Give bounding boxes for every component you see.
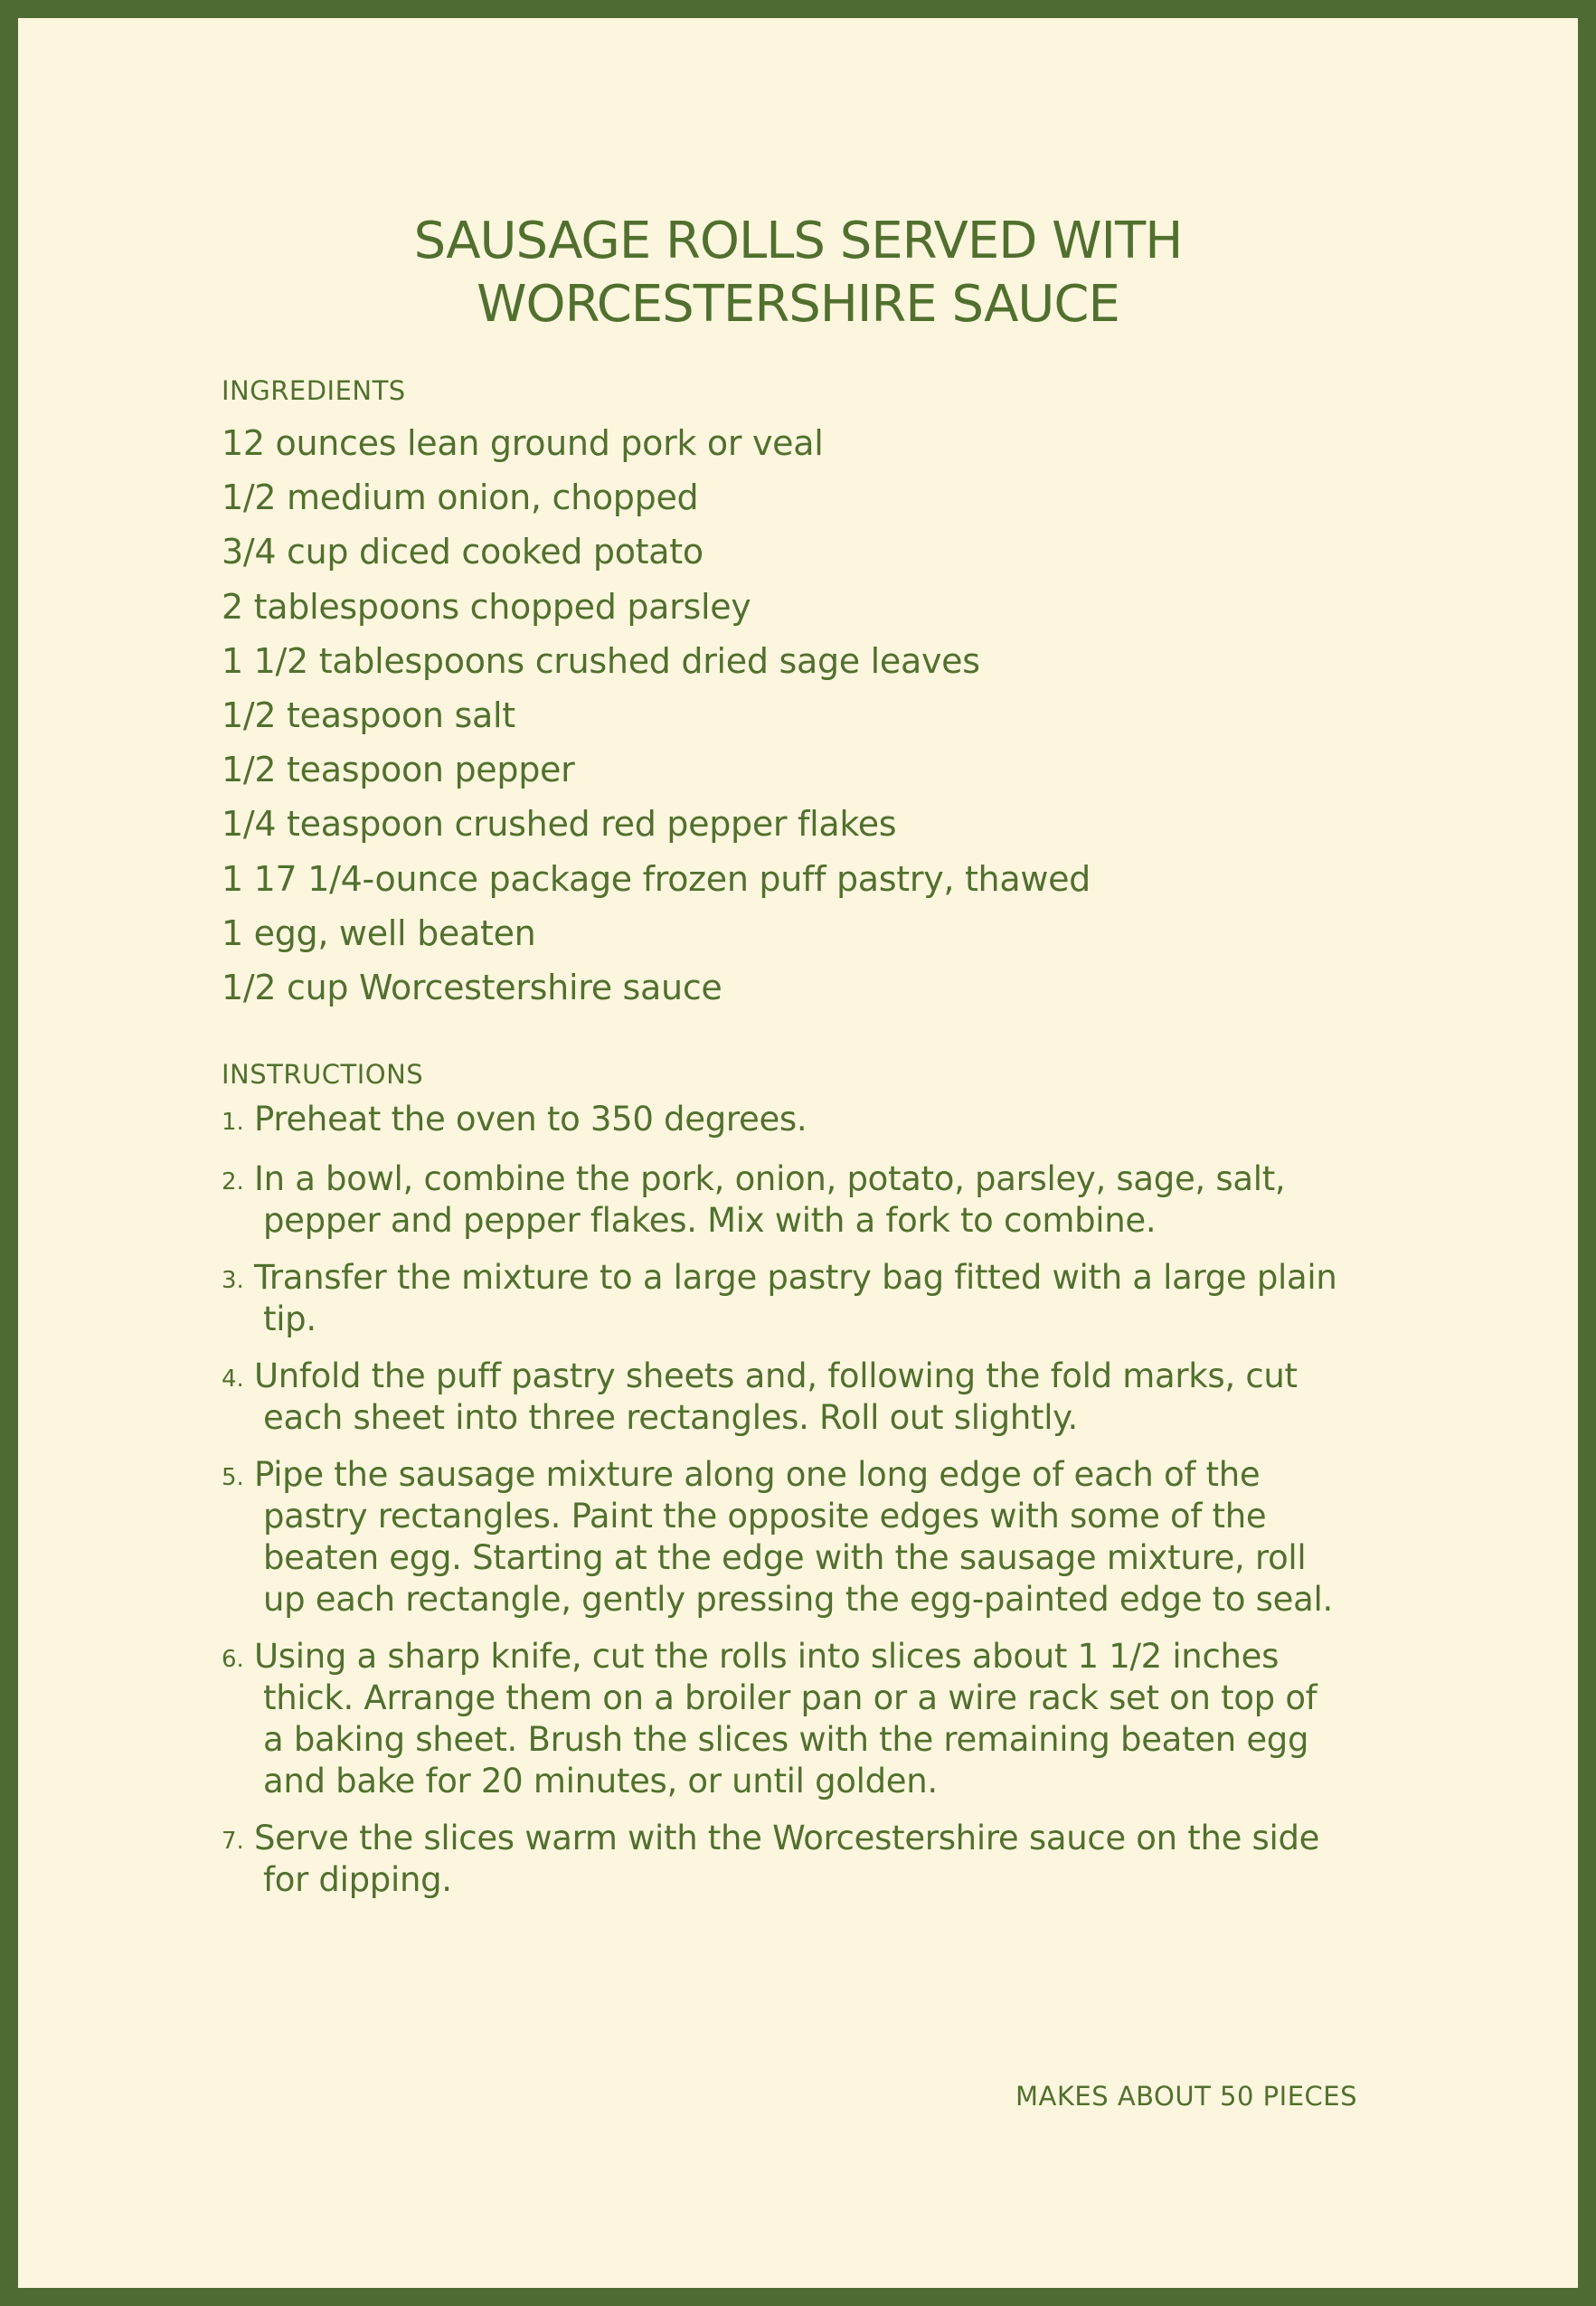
step-text xyxy=(254,1158,1285,1242)
step-text-line: and bake for 20 minutes, or until golden. xyxy=(263,1762,938,1800)
step-text-line: Using a sharp knife, cut the rolls into slices about 1 1/2 inches xyxy=(254,1637,1280,1676)
step-text xyxy=(254,1454,1333,1621)
step-number: 7. xyxy=(222,1828,244,1855)
step-text-line: up each rectangle, gently pressing the egg-painted edge to seal. xyxy=(263,1580,1333,1619)
step-text-line: each sheet into three rectangles. Roll out slightly. xyxy=(263,1398,1078,1437)
ingredient-item: 1/2 teaspoon pepper xyxy=(222,750,575,790)
instruction-step xyxy=(222,1454,1397,1621)
step-text-line: for dipping. xyxy=(263,1860,452,1899)
step-number: 4. xyxy=(222,1366,244,1393)
instruction-step xyxy=(222,1158,1397,1242)
step-text-line: thick. Arrange them on a broiler pan or a wire rack set on top of xyxy=(263,1678,1317,1717)
recipe-title-line-1: SAUSAGE ROLLS SERVED WITH xyxy=(413,212,1183,270)
instruction-step xyxy=(222,1099,1397,1143)
ingredient-item: 1 egg, well beaten xyxy=(222,912,536,953)
ingredient-item: 3/4 cup diced cooked potato xyxy=(222,532,704,572)
step-number: 5. xyxy=(222,1464,244,1491)
step-number: 3. xyxy=(222,1267,244,1294)
step-text-line: Unfold the puff pastry sheets and, following the fold marks, cut xyxy=(254,1356,1298,1395)
step-text-line: pepper and pepper flakes. Mix with a fork to combine. xyxy=(263,1201,1157,1240)
recipe-card xyxy=(18,18,1578,2288)
step-text-line: Pipe the sausage mixture along one long edge of each of the xyxy=(254,1455,1261,1494)
instructions-list xyxy=(222,1099,1397,1916)
step-text-line: Preheat the oven to 350 degrees. xyxy=(254,1100,807,1139)
instruction-step xyxy=(222,1818,1397,1901)
recipe-title-line-2: WORCESTERSHIRE SAUCE xyxy=(477,275,1119,334)
ingredient-item: 1 17 1/4-ounce package frozen puff pastry, thawed xyxy=(222,858,1091,899)
ingredient-item: 12 ounces lean ground pork or veal xyxy=(222,423,824,463)
ingredient-item: 2 tablespoons chopped parsley xyxy=(222,586,751,627)
ingredient-item: 1/2 medium onion, chopped xyxy=(222,477,699,518)
ingredients-list xyxy=(222,416,1091,1015)
ingredient-item: 1/2 cup Worcestershire sauce xyxy=(222,968,722,1008)
instruction-step xyxy=(222,1257,1397,1340)
ingredients-heading: INGREDIENTS xyxy=(222,375,406,406)
step-text-line: Serve the slices warm with the Worcestershire sauce on the side xyxy=(254,1819,1320,1857)
step-number: 6. xyxy=(222,1646,244,1673)
step-text-line: tip. xyxy=(263,1299,316,1338)
step-number: 2. xyxy=(222,1168,244,1196)
step-number: 1. xyxy=(222,1109,244,1136)
step-text-line: beaten egg. Starting at the edge with the sausage mixture, roll xyxy=(263,1538,1307,1577)
step-text xyxy=(254,1818,1319,1901)
yield-note: MAKES ABOUT 50 PIECES xyxy=(1015,2081,1357,2112)
instructions-heading: INSTRUCTIONS xyxy=(222,1059,424,1090)
step-text xyxy=(254,1099,807,1143)
step-text-line: In a bowl, combine the pork, onion, potato, parsley, sage, salt, xyxy=(254,1159,1286,1198)
step-text xyxy=(254,1356,1298,1439)
ingredient-item: 1/2 teaspoon salt xyxy=(222,695,515,736)
step-text-line: Transfer the mixture to a large pastry bag fitted with a large plain xyxy=(254,1258,1337,1297)
ingredient-item: 1 1/2 tablespoons crushed dried sage leaves xyxy=(222,640,980,681)
step-text xyxy=(254,1636,1317,1802)
instruction-step xyxy=(222,1356,1397,1439)
step-text-line: a baking sheet. Brush the slices with the remaining beaten egg xyxy=(263,1720,1309,1759)
recipe-title xyxy=(18,210,1578,336)
step-text xyxy=(254,1257,1337,1340)
ingredient-item: 1/4 teaspoon crushed red pepper flakes xyxy=(222,804,897,845)
step-text-line: pastry rectangles. Paint the opposite edges with some of the xyxy=(263,1497,1267,1536)
instruction-step xyxy=(222,1636,1397,1802)
